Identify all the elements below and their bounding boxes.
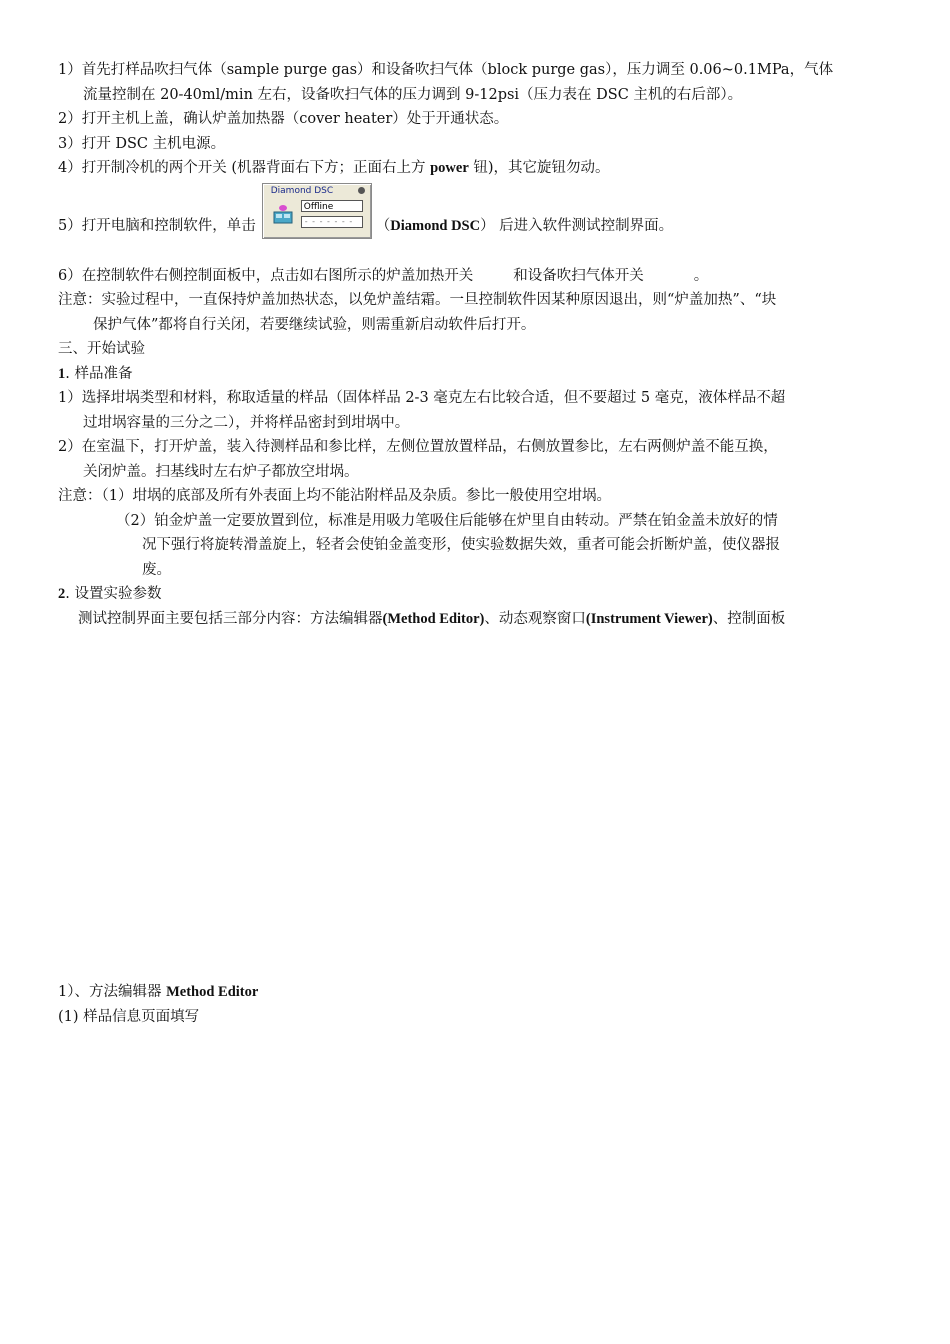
section-1-heading [58, 362, 898, 387]
step-5-bold: Diamond DSC [390, 218, 481, 234]
intro-text: 测试控制界面主要包括三部分内容：方法编辑器 [78, 610, 383, 627]
prep-2-line-1: 2）在室温下，打开炉盖，装入待测样品和参比样，左侧位置放置样品，右侧放置参比，左右两侧炉盖不能互换， [58, 439, 778, 455]
note-2-line-1: 注意：（1）坩埚的底部及所有外表面上均不能沾附样品及杂质。参比一般使用空坩埚。 [58, 488, 611, 504]
method-editor-title: Method Editor [166, 984, 259, 1000]
section-3-heading: 三、开始试验 [58, 341, 145, 357]
prep-2-line-2: 关闭炉盖。扫基线时左右炉子都放空坩埚。 [83, 463, 359, 480]
step-4-text-end: 钮)，其它旋钮勿动。 [468, 160, 610, 176]
method-editor-prefix: 1）、方法编辑器 [58, 984, 167, 1000]
step-5 [58, 181, 898, 243]
step-4-text: 4）打开制冷机的两个开关 (机器背面右下方；正面右上方 [58, 160, 431, 176]
step-6-text: 6）在控制软件右侧控制面板中，点击如右图所示的炉盖加热开关 [58, 267, 474, 284]
step-4 [58, 156, 898, 181]
diamond-dsc-panel[interactable] [262, 183, 372, 239]
note-2-line-2: （2）铂金炉盖一定要放置到位，标准是用吸力笔吸住后能够在炉里自由转动。严禁在铂金盖未放好的情 [116, 512, 778, 529]
step-4-bold: power [430, 160, 469, 176]
spacer [58, 243, 898, 264]
prep-1-line-2: 过坩埚容量的三分之二），并将样品密封到坩埚中。 [83, 414, 410, 431]
panel-title: Diamond DSC [270, 185, 334, 196]
note-2-line-4: 废。 [142, 561, 171, 578]
sample-info-heading: (1) 样品信息页面填写 [58, 1008, 200, 1025]
prep-1-line-1: 1）选择坩埚类型和材料，称取适量的样品（固体样品 2-3 毫克左右比较合适，但不要超过 5 毫克，液体样品不超 [58, 390, 786, 406]
step-5-text: 5）打开电脑和控制软件，单击 [58, 218, 256, 234]
document-page [58, 58, 898, 1029]
method-editor-term: (Method Editor) [382, 610, 485, 627]
section-2-intro [58, 607, 898, 632]
section-1-title: . 样品准备 [65, 365, 133, 382]
step-5-paren: （ [375, 218, 391, 234]
section-1-number: 1 [58, 365, 66, 382]
panel-field: - - - - - - - [301, 216, 363, 228]
intro-text-mid: 、动态观察窗口 [484, 610, 586, 627]
step-1-line-1: 1）首先打样品吹扫气体（sample purge gas）和设备吹扫气体（block purge gas），压力调至 0.06~0.1MPa，气体 [58, 62, 834, 78]
step-3: 3）打开 DSC 主机电源。 [58, 135, 226, 152]
panel-status-offline: Offline [301, 200, 363, 212]
blank-figure-area [58, 631, 898, 980]
step-6-text-mid: 和设备吹扫气体开关 [513, 267, 644, 284]
section-2-title: . 设置实验参数 [65, 586, 162, 602]
step-1-line-2: 流量控制在 20-40ml/min 左右，设备吹扫气体的压力调到 9-12psi（压力表在 DSC 主机的右后部）。 [83, 86, 743, 103]
panel-indicator-icon [358, 187, 365, 194]
instrument-viewer-term: (Instrument Viewer) [585, 610, 713, 627]
step-6-text-end: 。 [693, 267, 709, 284]
note-1-line-2: 保护气体”都将自行关闭，若要继续试验，则需重新启动软件后打开。 [93, 316, 536, 333]
note-1-line-1: 注意：实验过程中，一直保持炉盖加热状态，以免炉盖结霜。一旦控制软件因某种原因退出，则“炉盖加热”、“块 [58, 292, 777, 308]
step-6 [58, 264, 898, 289]
instrument-icon [271, 202, 295, 226]
method-editor-heading [58, 980, 898, 1005]
step-5-text-end: ） 后进入软件测试控制界面。 [480, 218, 674, 234]
intro-text-end: 、控制面板 [712, 610, 786, 627]
section-2-heading [58, 582, 898, 607]
step-2: 2）打开主机上盖，确认炉盖加热器（cover heater）处于开通状态。 [58, 111, 509, 127]
note-2-line-3: 况下强行将旋转滑盖旋上，轻者会使铂金盖变形，使实验数据失效，重者可能会折断炉盖，使仪器报 [142, 537, 780, 553]
section-2-number: 2 [58, 586, 66, 602]
